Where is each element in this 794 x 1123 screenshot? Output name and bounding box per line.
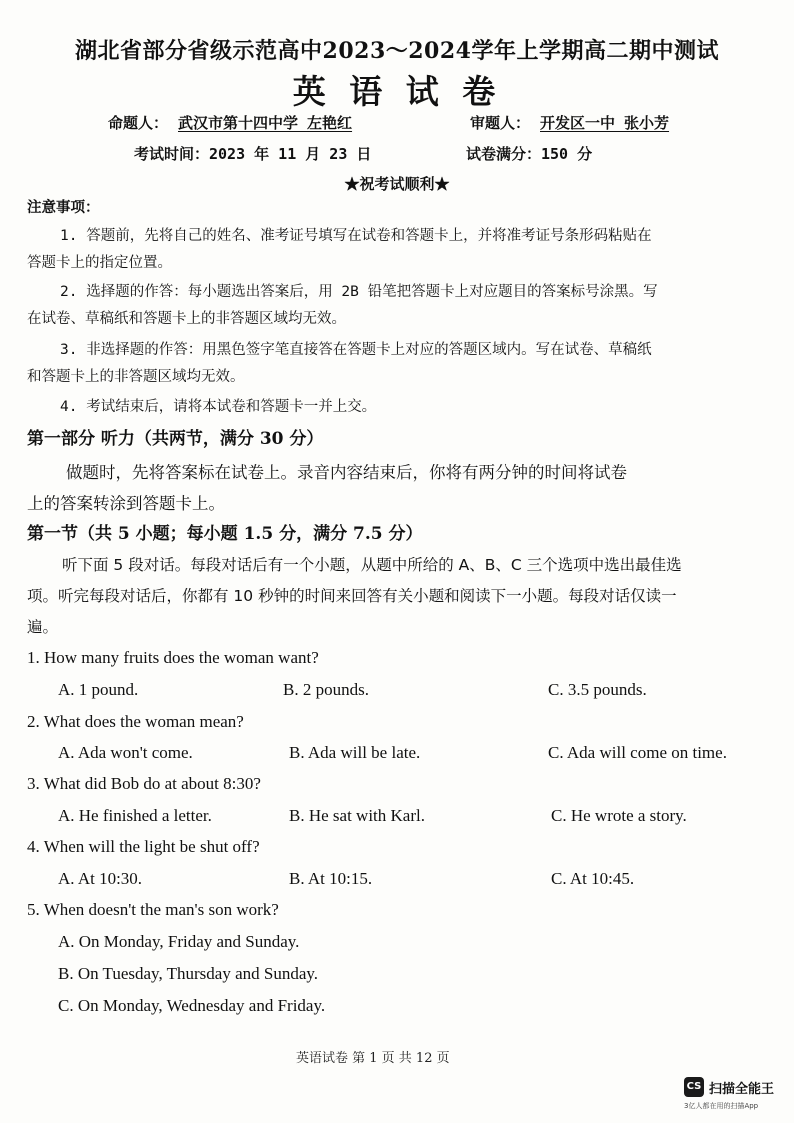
note-2-line-2: 在试卷、草稿纸和答题卡上的非答题区域均无效。 [27,311,346,327]
note-1-line-2: 答题卡上的指定位置。 [27,255,172,271]
q4-option-a: A. At 10:30. [58,869,143,888]
note-1-line-1: 1. 答题前，先将自己的姓名、准考证号填写在试卷和答题卡上，并将准考证号条形码粘贴在 [60,228,652,244]
notes-heading: 注意事项： [27,200,100,216]
scanner-app-name: 扫描全能王 [709,1082,775,1097]
exam-time: 考试时间：2023 年 11 月 23 日 [134,145,372,163]
reviewer-name: 开发区一中 张小芳 [540,114,670,132]
note-4: 4. 考试结束后，请将本试卷和答题卡一并上交。 [60,399,377,415]
part1-intro-line-1: 做题时，先将答案标在试卷上。录音内容结束后，你将有两分钟的时间将试卷 [66,463,627,482]
reviewer-label: 审题人： [470,114,531,132]
note-2-line-1: 2. 选择题的作答：每小题选出答案后，用 2B 铅笔把答题卡上对应题目的答案标号涂黑。写 [60,284,658,300]
question-4: 4. When will the light be shut off? [27,837,260,856]
q2-option-b: B. Ada will be late. [289,743,421,762]
q1-option-b: B. 2 pounds. [283,680,369,699]
section1-intro-line-1: 听下面 5 段对话。每段对话后有一个小题，从题中所给的 A、B、C 三个选项中选出最佳选 [62,556,682,574]
page-number: 英语试卷 第 1 页 共 12 页 [296,1051,450,1066]
section1-intro-line-2: 项。听完每段对话后，你都有 10 秒钟的时间来回答有关小题和阅读下一小题。每段对话仅读一 [27,587,677,605]
camscanner-logo-icon: CS [684,1077,704,1097]
note-3-line-1: 3. 非选择题的作答：用黑色签字笔直接答在答题卡上对应的答题区域内。写在试卷、草稿纸 [60,342,652,358]
part1-heading: 第一部分 听力（共两节，满分 30 分） [27,429,324,449]
q4-option-c: C. At 10:45. [551,869,635,888]
q3-option-b: B. He sat with Karl. [289,806,425,825]
q5-option-c: C. On Monday, Wednesday and Friday. [58,996,326,1015]
note-3-line-2: 和答题卡上的非答题区域均无效。 [27,369,245,385]
q1-option-a: A. 1 pound. [58,680,139,699]
q1-option-c: C. 3.5 pounds. [548,680,647,699]
q4-option-b: B. At 10:15. [289,869,373,888]
exam-title: 湖北省部分省级示范高中2023～2024学年上学期高二期中测试 [75,38,719,64]
good-luck-banner: ★祝考试顺利★ [344,175,450,193]
question-5: 5. When doesn't the man's son work? [27,900,279,919]
q5-option-a: A. On Monday, Friday and Sunday. [58,932,300,951]
section1-intro-line-3: 遍。 [27,618,59,636]
q3-option-c: C. He wrote a story. [551,806,687,825]
proposer-label: 命题人： [108,114,169,132]
part1-intro-line-2: 上的答案转涂到答题卡上。 [27,494,225,513]
question-2: 2. What does the woman mean? [27,712,244,731]
scanner-app-tagline: 3亿人都在用的扫描App [684,1102,759,1110]
section1-heading: 第一节（共 5 小题；每小题 1.5 分，满分 7.5 分） [27,524,423,544]
question-1: 1. How many fruits does the woman want? [27,648,319,667]
proposer-name: 武汉市第十四中学 左艳红 [178,114,353,132]
subject-title: 英 语 试 卷 [292,72,502,111]
q2-option-a: A. Ada won't come. [58,743,193,762]
question-3: 3. What did Bob do at about 8:30? [27,774,261,793]
q3-option-a: A. He finished a letter. [58,806,212,825]
full-score: 试卷满分：150 分 [466,145,593,163]
q5-option-b: B. On Tuesday, Thursday and Sunday. [58,964,319,983]
q2-option-c: C. Ada will come on time. [548,743,727,762]
